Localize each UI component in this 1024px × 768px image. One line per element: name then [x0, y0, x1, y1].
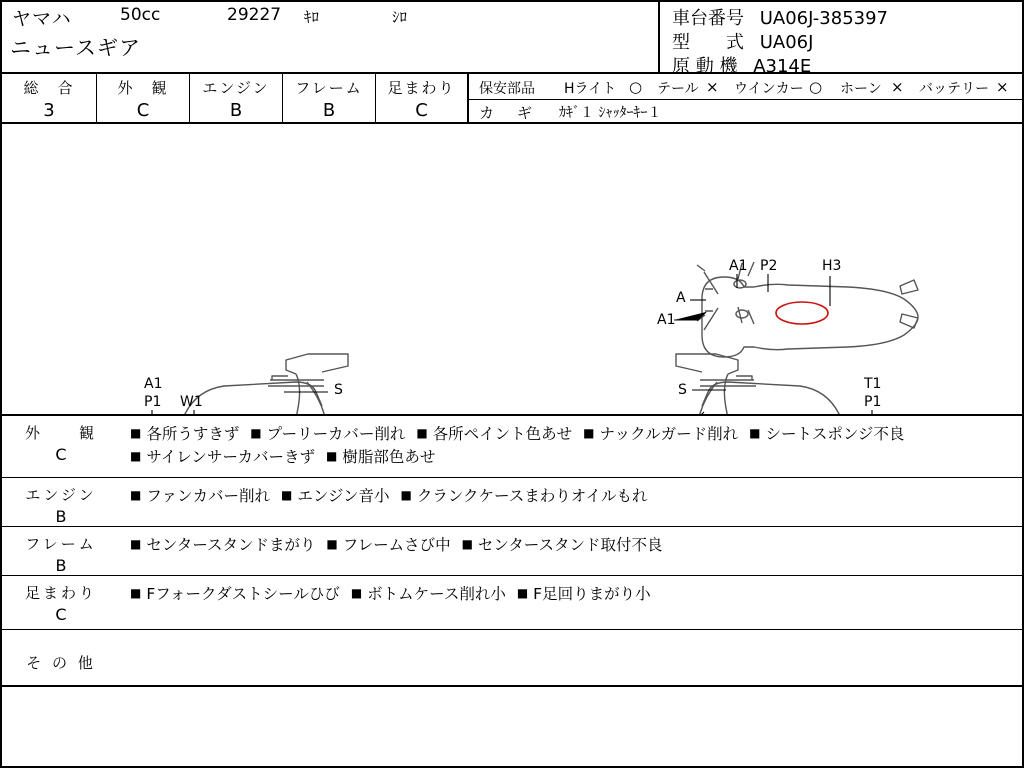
comment-item-text: ナックルガード削れ [599, 425, 739, 443]
comment-item [130, 425, 239, 443]
comment-label-frame [2, 527, 120, 575]
grade-label-frame: フレーム [295, 79, 363, 97]
safety-title: 保安部品 [479, 81, 535, 97]
comment-label-suspension [2, 576, 120, 629]
key-label: カ ギ [479, 104, 537, 122]
key-row [469, 100, 1022, 122]
chassis-number-row [672, 4, 888, 30]
grade-value-frame: B [322, 100, 336, 121]
top-view-leaders [674, 274, 830, 320]
comment-item-text: 各所ペイント色あせ [432, 425, 573, 443]
bullet-square-icon: ■ [130, 586, 142, 600]
top-view-scooter [697, 262, 918, 357]
comment-label-suspension-text: 足まわり [24, 584, 97, 602]
safety-item-winker-label: ウインカー [734, 81, 804, 97]
comment-item [130, 585, 340, 603]
chassis-number-value: UA06J-385397 [759, 8, 889, 29]
comment-item-text: センタースタンドまがり [146, 536, 316, 554]
left-view-leaders [88, 392, 390, 414]
safety-item-horn-label: ホーン [840, 81, 882, 97]
comment-label-engine [2, 478, 120, 526]
mileage-unit: ｷﾛ [304, 8, 320, 26]
left-view-labels [66, 376, 438, 414]
grade-value-engine: B [229, 100, 243, 121]
comment-item [130, 536, 315, 554]
safety-item-headlight-mark: ○ [629, 78, 643, 96]
comment-label-engine-text: エンジン [25, 486, 97, 504]
label-s-right: S [678, 382, 687, 398]
right-view-leaders [636, 390, 874, 414]
grade-cell-total [2, 74, 97, 122]
comment-row-engine [2, 478, 1022, 527]
comment-text-suspension [120, 576, 1022, 629]
comment-item-text: 各所うすきず [146, 425, 240, 443]
comment-label-frame-text: フレーム [25, 535, 97, 553]
comment-label-appearance [2, 416, 120, 477]
grade-label-total: 総 合 [23, 79, 75, 97]
label-p2-top: P2 [760, 258, 778, 274]
comment-item-text: F足回りまがり小 [533, 585, 651, 603]
comment-item [517, 585, 651, 603]
bullet-square-icon: ■ [130, 449, 142, 464]
comment-item-text: ファンカバー削れ [146, 487, 271, 505]
label-w1-left: W1 [180, 394, 203, 410]
comment-item-text: フレームさび中 [342, 536, 451, 554]
bullet-square-icon: ■ [326, 449, 338, 464]
key-value: ｶｷﾞ１ ｼｬｯﾀｰｷｰ１ [559, 105, 662, 121]
comment-item [401, 487, 648, 505]
grade-cell-appearance [97, 74, 190, 122]
comment-row-appearance [2, 416, 1022, 478]
type-label: 型 式 [672, 32, 744, 53]
comment-text-frame [120, 527, 1022, 575]
header-section [2, 2, 1022, 77]
grade-row [2, 74, 1022, 124]
bullet-square-icon: ■ [516, 586, 529, 600]
safety-item-horn-mark: × [891, 78, 904, 96]
grade-cell-suspension [376, 74, 469, 122]
comment-item [351, 585, 506, 603]
comment-item-text: サイレンサーカバーきず [146, 448, 316, 467]
bullet-square-icon: ■ [130, 537, 142, 551]
chassis-number-label: 車台番号 [672, 8, 744, 29]
bullet-square-icon: ■ [400, 488, 412, 502]
comment-label-appearance-text: 外 観 [24, 424, 97, 442]
label-t1-right: T1 [864, 376, 882, 392]
comment-item [281, 487, 390, 505]
mileage-value: 29227 [227, 5, 282, 25]
maker-name: ヤマハ [12, 8, 72, 30]
model-name: ニュースギア [10, 36, 141, 60]
label-s-left: S [334, 382, 343, 398]
comment-grade-frame: B [55, 556, 67, 575]
comment-item [749, 425, 904, 443]
diagram-svg [2, 124, 1022, 414]
vehicle-diagram [2, 124, 1022, 416]
comment-item [326, 448, 435, 466]
comment-item-text: ボトムケース削れ小 [367, 585, 506, 603]
comment-label-other-text: そ の 他 [26, 654, 96, 672]
comment-item [130, 448, 315, 466]
comment-item-text: プーリーカバー削れ [266, 425, 406, 443]
comment-grade-appearance: C [55, 445, 67, 464]
grade-label-engine: エンジン [202, 79, 270, 97]
grade-value-total: 3 [43, 100, 55, 121]
safety-item-winker-mark: ○ [809, 78, 823, 96]
comment-row-other [2, 630, 1022, 686]
grade-label-suspension: 足まわり [387, 79, 456, 97]
safety-parts-row [469, 74, 1022, 100]
comment-text-other [120, 630, 1022, 685]
comment-item [462, 536, 663, 554]
bullet-square-icon: ■ [416, 426, 428, 440]
safety-item-battery-mark: × [996, 78, 1009, 96]
safety-item-battery-label: バッテリー [919, 81, 989, 97]
grade-value-appearance: C [136, 100, 150, 121]
label-a1-top: A1 [729, 258, 748, 274]
comment-item [416, 425, 572, 443]
type-value: UA06J [759, 32, 814, 53]
comment-item-text: クランクケースまわりオイルもれ [416, 487, 648, 505]
comment-item-text: シートスポンジ不良 [765, 425, 905, 443]
comment-text-engine [120, 478, 1022, 526]
label-a-top: A [676, 290, 686, 306]
comment-item [250, 425, 405, 443]
bullet-square-icon: ■ [250, 426, 262, 440]
comment-row-suspension [2, 576, 1022, 630]
label-p1-left: P1 [144, 394, 162, 410]
label-p1-right: P1 [864, 394, 882, 410]
safety-item-tail-mark: × [706, 78, 719, 96]
comment-item-text: 樹脂部色あせ [342, 448, 436, 467]
comment-label-other [2, 630, 120, 685]
comment-item-text: センタースタンド取付不良 [477, 536, 663, 554]
label-a1-left-top: A1 [657, 312, 676, 328]
engine-label: 原 動 機 [672, 56, 738, 77]
bullet-square-icon: ■ [749, 426, 761, 440]
comment-item [326, 536, 450, 554]
bullet-square-icon: ■ [280, 488, 293, 502]
damage-mark-top [776, 302, 828, 324]
grade-label-appearance: 外 観 [117, 79, 169, 97]
safety-item-tail-label: テール [657, 81, 699, 97]
grade-value-suspension: C [415, 100, 428, 121]
header-left [2, 2, 656, 72]
bullet-square-icon: ■ [130, 488, 142, 502]
comment-item-text: Fフォークダストシールひび [146, 585, 340, 603]
comment-grade-suspension: C [55, 605, 67, 624]
comment-grade-engine: B [55, 507, 67, 526]
bullet-square-icon: ■ [583, 426, 595, 440]
safety-item-headlight-label: Hライト [564, 81, 617, 97]
bottom-blank-area [2, 686, 1022, 741]
displacement: 50cc [120, 5, 161, 25]
comment-item [130, 487, 270, 505]
type-row [672, 28, 813, 54]
comment-item-text: エンジン音小 [297, 487, 390, 505]
right-view-labels [586, 376, 886, 414]
engine-value: A314E [753, 56, 812, 77]
comment-item [583, 425, 738, 443]
label-a1-left: A1 [144, 376, 163, 392]
comment-text-appearance [120, 416, 1022, 477]
bullet-square-icon: ■ [461, 537, 473, 551]
grade-cell-engine [190, 74, 283, 122]
safety-parts-section [469, 74, 1022, 122]
comment-row-frame [2, 527, 1022, 576]
label-h3-top: H3 [822, 258, 842, 274]
grade-cell-frame [283, 74, 376, 122]
body-color: ｼﾛ [392, 8, 408, 26]
bullet-square-icon: ■ [130, 426, 142, 440]
bullet-square-icon: ■ [326, 537, 338, 551]
header-right [658, 2, 1022, 77]
bullet-square-icon: ■ [350, 586, 363, 600]
